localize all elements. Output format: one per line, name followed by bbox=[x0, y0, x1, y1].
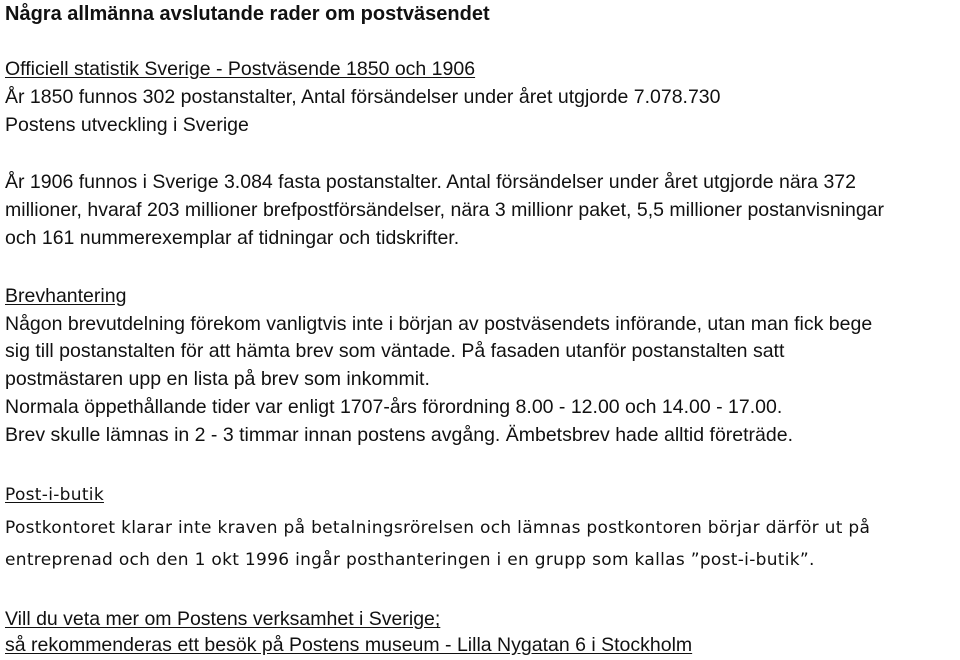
text-line: millioner, hvaraf 203 millioner brefpostförsändelser, nära 3 millionr paket, 5,5 millioner postanvisningar bbox=[5, 199, 885, 221]
text-line: Normala öppethållande tider var enligt 1707-års förordning 8.00 - 12.00 och 14.00 - 17.00. bbox=[5, 396, 783, 418]
post-i-butik-heading-link[interactable]: Post-i-butik bbox=[5, 485, 104, 505]
statistics-heading-link[interactable]: Officiell statistik Sverige - Postväsende 1850 och 1906 bbox=[5, 58, 476, 80]
text-line: År 1906 funnos i Sverige 3.084 fasta postanstalter. Antal försändelser under året utgjorde nära 372 bbox=[5, 171, 856, 193]
text-line: och 161 nummerexemplar af tidningar och tidskrifter. bbox=[5, 227, 460, 249]
text-line: Någon brevutdelning förekom vanligtvis inte i början av postväsendets införande, utan man fick bege bbox=[5, 313, 873, 335]
text-line: sig till postanstalten för att hämta brev som väntade. På fasaden utanför postanstalten satt bbox=[5, 340, 785, 362]
text-line: År 1850 funnos 302 postanstalter, Antal försändelser under året utgjorde 7.078.730 bbox=[5, 86, 721, 108]
text-line: Postkontoret klarar inte kraven på betalningsrörelsen och lämnas postkontoren börjar därför ut på bbox=[5, 518, 871, 538]
text-line: Postens utveckling i Sverige bbox=[5, 114, 249, 136]
postens-museum-link[interactable]: så rekommenderas ett besök på Postens museum - Lilla Nygatan 6 i Stockholm bbox=[5, 634, 693, 656]
text-line: Brev skulle lämnas in 2 - 3 timmar innan postens avgång. Ämbetsbrev hade alltid företräde. bbox=[5, 424, 793, 446]
text-line: postmästaren upp en lista på brev som inkommit. bbox=[5, 368, 430, 390]
postens-verksamhet-link[interactable]: Vill du veta mer om Postens verksamhet i Sverige; bbox=[5, 608, 441, 630]
text-line: entreprenad och den 1 okt 1996 ingår posthanteringen i en grupp som kallas ”post-i-butik”. bbox=[5, 550, 815, 570]
page-title: Några allmänna avslutande rader om postväsendet bbox=[5, 3, 490, 25]
brevhantering-heading-link[interactable]: Brevhantering bbox=[5, 285, 127, 307]
